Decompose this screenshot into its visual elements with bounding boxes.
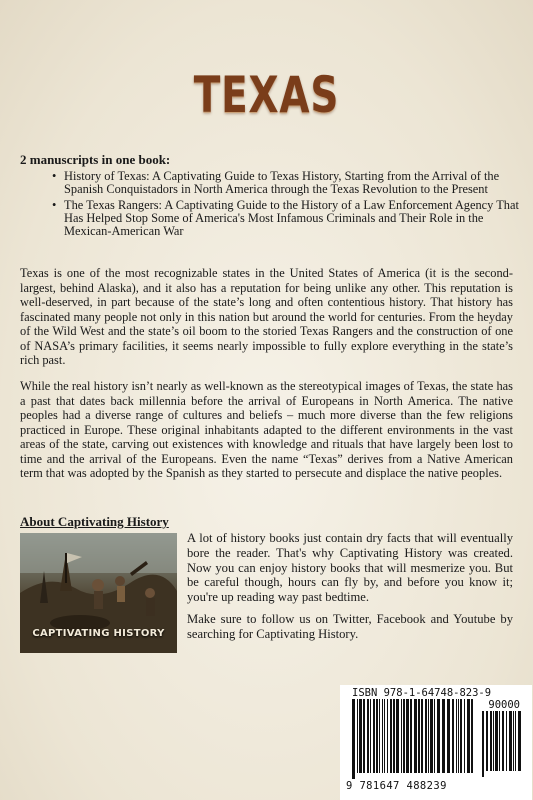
publisher-logo-text: CAPTIVATING HISTORY [32,628,165,639]
barcode-bar [513,711,514,771]
barcode-bar [502,711,504,771]
barcode-bar [387,699,388,773]
barcode-bar [384,699,385,773]
barcode-bar [428,699,429,773]
barcode-bar [357,699,358,773]
barcode-bar [456,699,457,773]
barcode-bar [401,699,402,773]
barcode-bar [464,699,465,773]
manuscripts-list [52,170,526,241]
barcode-bar [393,699,395,773]
barcode-bar [458,699,459,773]
barcode-bar [442,699,445,773]
barcode-bar [403,699,405,773]
barcode-bar [352,699,355,779]
book-title: TEXAS [193,66,340,124]
barcode-addon-bars [480,711,524,777]
description-paragraph: Texas is one of the most recognizable states in the United States of America (it is the second-largest, behind Alaska), and it also has a reputation for being unlike any other. This reputation is well-deserved, in part because of the state’s long and often contentious history. That history has fascinated many people not only in this nation but around the world for centuries. From the heyday of the Wild West and the state’s oil boom to the storied Texas Rangers and the construction of one of NASA’s primary facilities, it seems nearly impossible to fully explore everything in the state’s rich past. [20,266,513,367]
manuscript-item: • History of Texas: A Captivating Guide to Texas History, Starting from the Arrival of the Spanish Conquistadors in North America through the Texas Revolution to the Present [64,170,526,196]
barcode-bar [447,699,450,773]
barcode-digits: 9 781647 488239 [346,780,447,792]
barcode-bar [515,711,516,771]
barcode-bar [471,699,473,773]
publisher-logo-image [20,533,177,653]
barcode-bar [452,699,454,773]
barcode-bar [490,711,492,771]
description-paragraph: While the real history isn’t nearly as well-known as the stereotypical images of Texas, the state has a past that dates back millennia before the arrival of Europeans in North America. The native peoples had a diverse range of cultures and beliefs – much more diverse than the few religions practiced in Europe. These original inhabitants adapted to the different environments in the vast areas of the state, carving out existences with knowledge and rituals that have largely been lost to time and the arrival of the Europeans. Even the name “Texas” derives from a Native American term that was adopted by the Spanish as they started to persecute and displace the native peoples. [20,379,513,480]
manuscripts-heading: 2 manuscripts in one book: [20,152,171,167]
barcode-bar [506,711,507,771]
barcode-bar [370,699,371,773]
barcode-bar [460,699,462,773]
barcode-bar [437,699,440,773]
barcode-bar [486,711,488,771]
barcode-bar [363,699,365,773]
barcode-bar [418,699,420,773]
barcode-bar [430,699,433,773]
barcode-bar [379,699,380,773]
barcode-bar [467,699,470,773]
price-code: 90000 [488,699,520,711]
barcode-bar [396,699,399,773]
barcode-bar [434,699,435,773]
barcode-bar [373,699,375,773]
manuscript-item: • The Texas Rangers: A Captivating Guide to the History of a Law Enforcement Agency That Has Helped Stop Some of America's Most Infamous Criminals and Their Role in the Mexican-American War [64,199,526,238]
about-heading: About Captivating History [20,514,169,529]
barcode-bar [499,711,500,771]
about-follow-text: Make sure to follow us on Twitter, Facebook and Youtube by searching for Captivating History. [187,612,513,641]
barcode-bar [410,699,412,773]
barcode-bar [382,699,383,773]
barcode-bar [495,711,498,771]
barcode-bar [406,699,409,773]
isbn-barcode [340,685,532,800]
barcode-bar [509,711,512,771]
barcode-bar [482,711,484,777]
barcode-bar [367,699,369,773]
barcode-bar [376,699,378,773]
barcode-bar [390,699,392,773]
barcode-bar [425,699,427,773]
barcode-bars [350,699,476,779]
barcode-bar [493,711,494,771]
about-text: A lot of history books just contain dry facts that will eventually bore the reader. That's why Captivating History was created. Now you can enjoy history books that will mesmerize you. But be careful though, hours can fly by, and before you know it; you're up reading way past bedtime. [187,531,513,605]
barcode-bar [421,699,423,773]
barcode-bar [414,699,417,773]
barcode-bar [359,699,362,773]
barcode-bar [518,711,521,771]
isbn-label: ISBN 978-1-64748-823-9 [352,687,492,699]
